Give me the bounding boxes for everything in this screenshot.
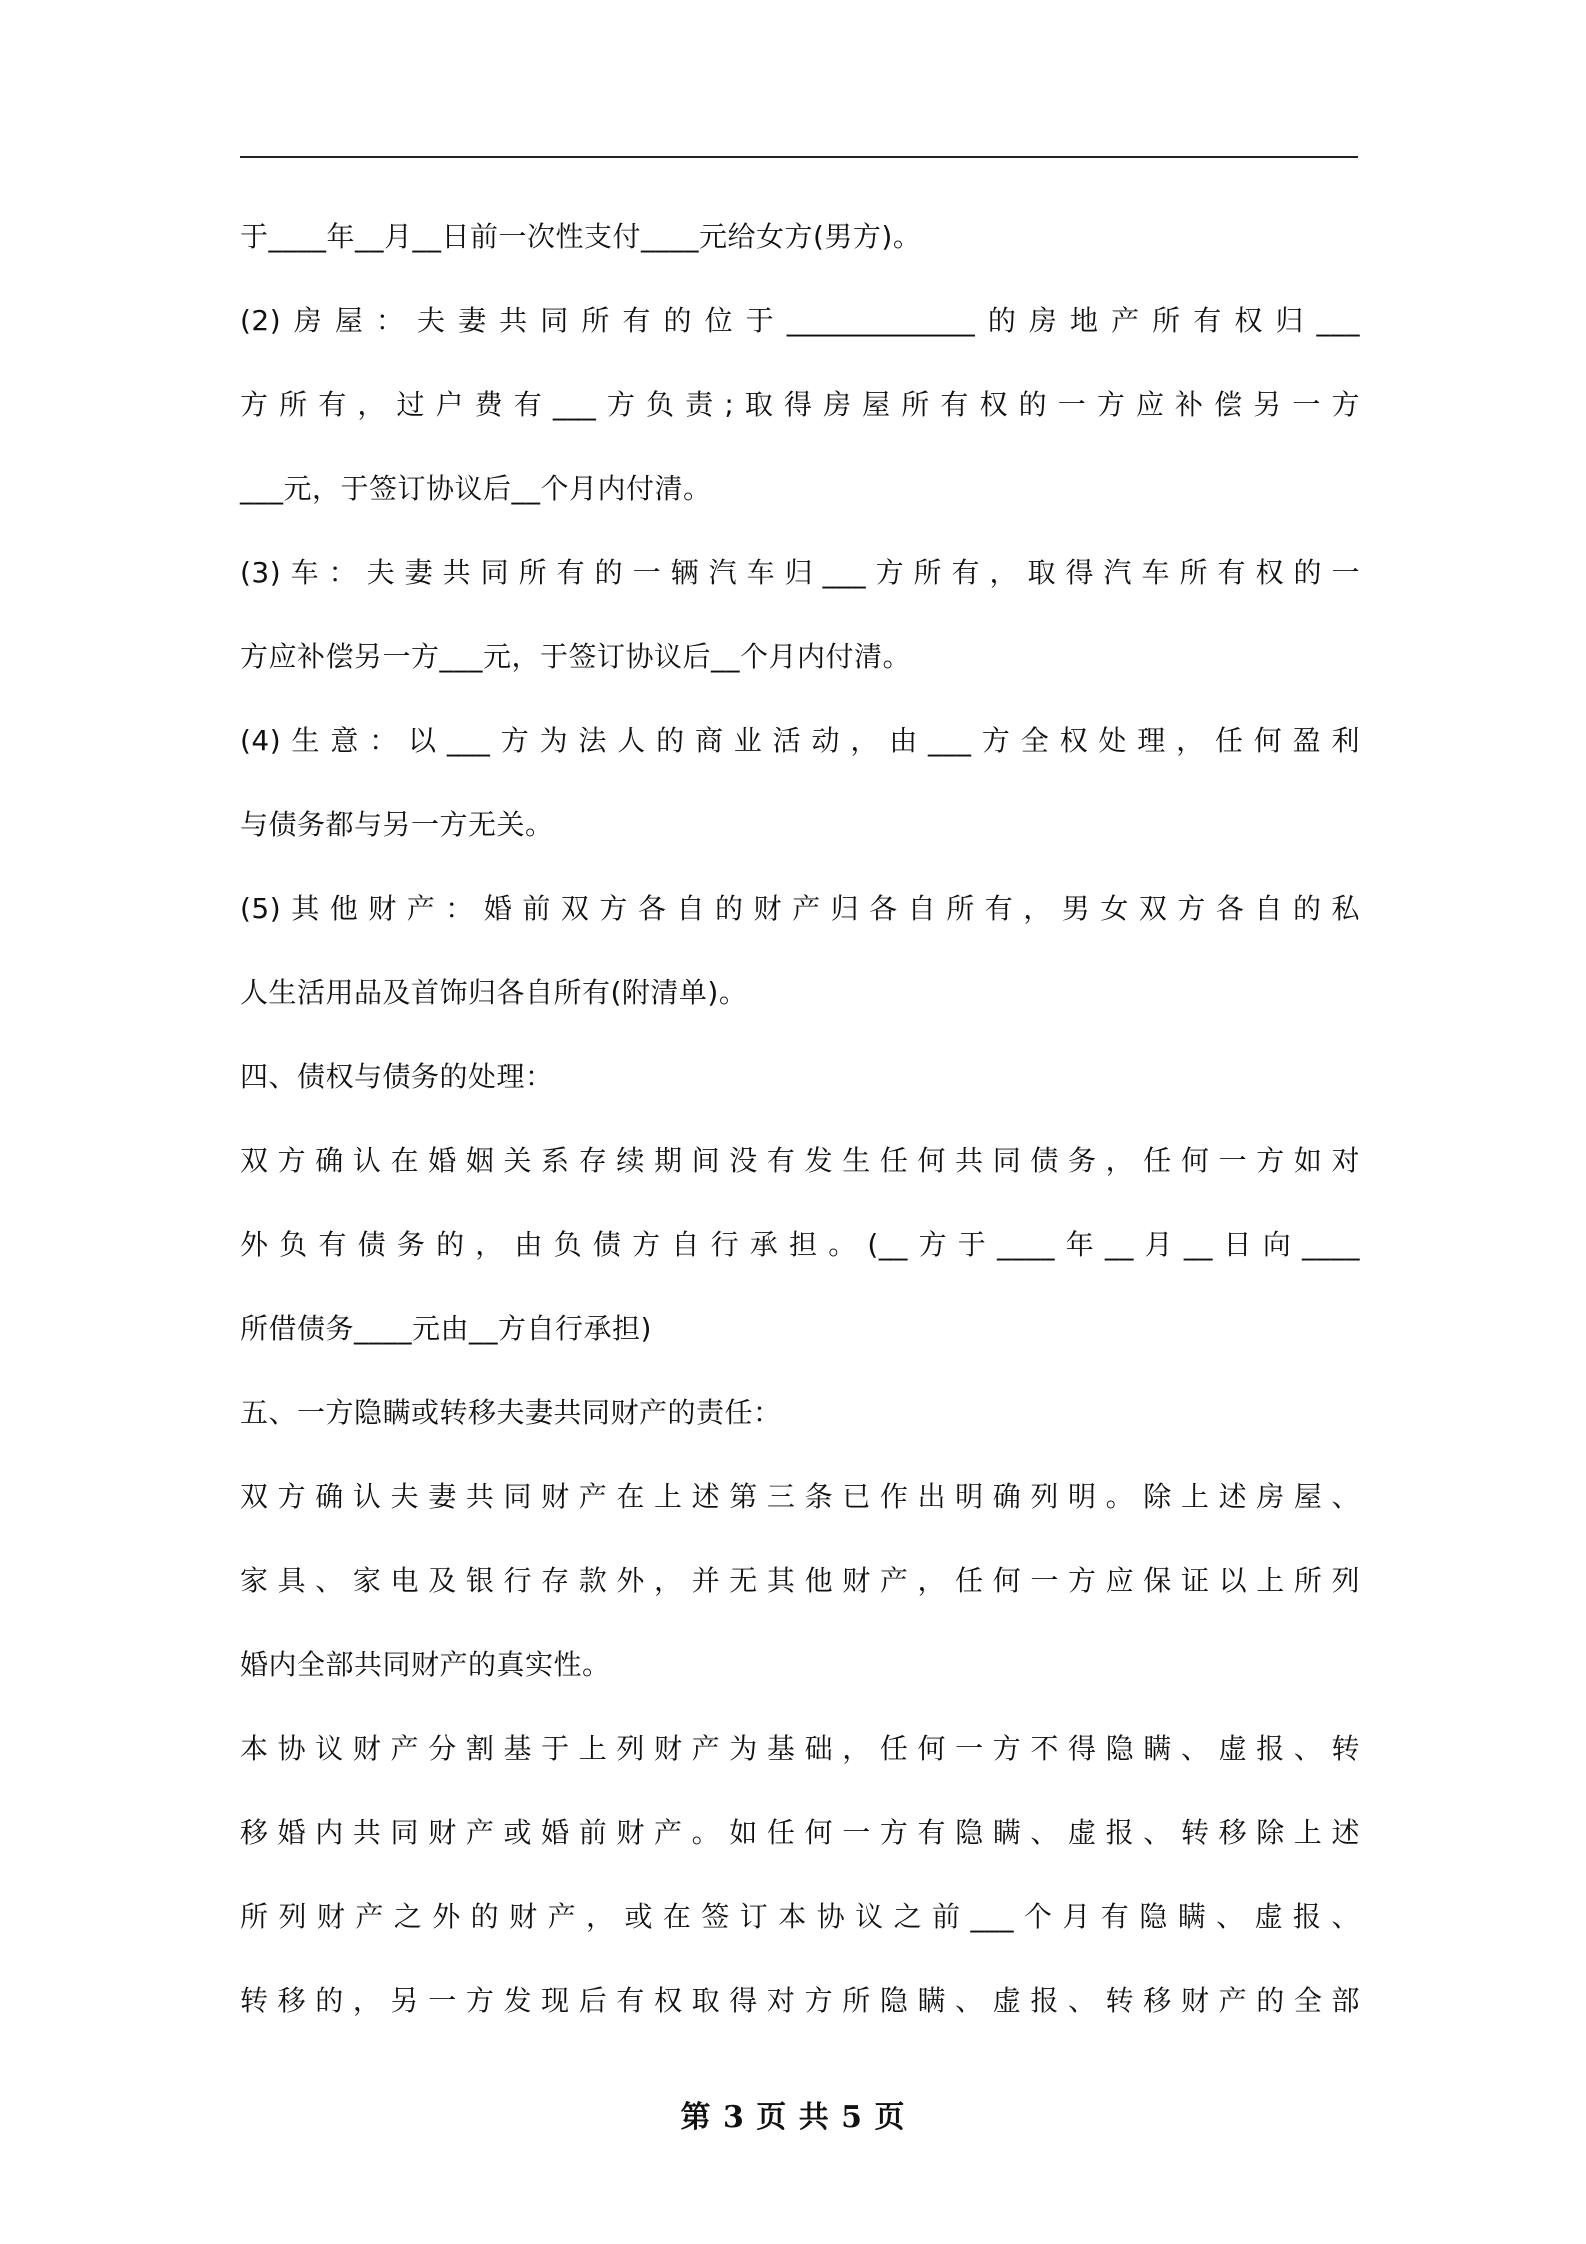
text-line: ___元，于签订协议后__个月内付清。 bbox=[240, 472, 712, 505]
text-line: 于____年__月__日前一次性支付____元给女方(男方)。 bbox=[240, 220, 922, 253]
text-line: 人生活用品及首饰归各自所有(附清单)。 bbox=[240, 976, 748, 1009]
text-line: 所列财产之外的财产，或在签订本协议之前___个月有隐瞒、虚报、 bbox=[240, 1900, 1360, 1933]
text-line: (2)房屋：夫妻共同所有的位于_____________的房地产所有权归___ bbox=[240, 304, 1360, 337]
text-line: 四、债权与债务的处理： bbox=[240, 1060, 554, 1093]
text-line: 转移的，另一方发现后有权取得对方所隐瞒、虚报、转移财产的全部 bbox=[240, 1984, 1360, 2017]
text-line: 外负有债务的，由负债方自行承担。(__方于____年__月__日向____ bbox=[240, 1228, 1360, 1261]
text-line: (3)车：夫妻共同所有的一辆汽车归___方所有，取得汽车所有权的一 bbox=[240, 556, 1360, 589]
text-line: 婚内全部共同财产的真实性。 bbox=[240, 1648, 611, 1681]
text-line: 双方确认夫妻共同财产在上述第三条已作出明确列明。除上述房屋、 bbox=[240, 1480, 1360, 1513]
text-line: 移婚内共同财产或婚前财产。如任何一方有隐瞒、虚报、转移除上述 bbox=[240, 1816, 1360, 1849]
text-line: (5)其他财产：婚前双方各自的财产归各自所有，男女双方各自的私 bbox=[240, 892, 1360, 925]
text-line: 方应补偿另一方___元，于签订协议后__个月内付清。 bbox=[240, 640, 912, 673]
text-line: 五、一方隐瞒或转移夫妻共同财产的责任： bbox=[240, 1396, 782, 1429]
document-body bbox=[240, 195, 1360, 2043]
header-divider bbox=[240, 156, 1358, 158]
text-line: 本协议财产分割基于上列财产为基础，任何一方不得隐瞒、虚报、转 bbox=[240, 1732, 1360, 1765]
text-line: 所借债务____元由__方自行承担) bbox=[240, 1312, 652, 1345]
page-number: 第 3 页 共 5 页 bbox=[680, 2100, 906, 2135]
text-line: 双方确认在婚姻关系存续期间没有发生任何共同债务，任何一方如对 bbox=[240, 1144, 1360, 1177]
text-line: 方所有，过户费有___方负责;取得房屋所有权的一方应补偿另一方 bbox=[240, 388, 1360, 421]
text-line: 家具、家电及银行存款外，并无其他财产，任何一方应保证以上所列 bbox=[240, 1564, 1360, 1597]
text-line: 与债务都与另一方无关。 bbox=[240, 808, 554, 841]
text-line: (4)生意：以___方为法人的商业活动，由___方全权处理，任何盈利 bbox=[240, 724, 1360, 757]
